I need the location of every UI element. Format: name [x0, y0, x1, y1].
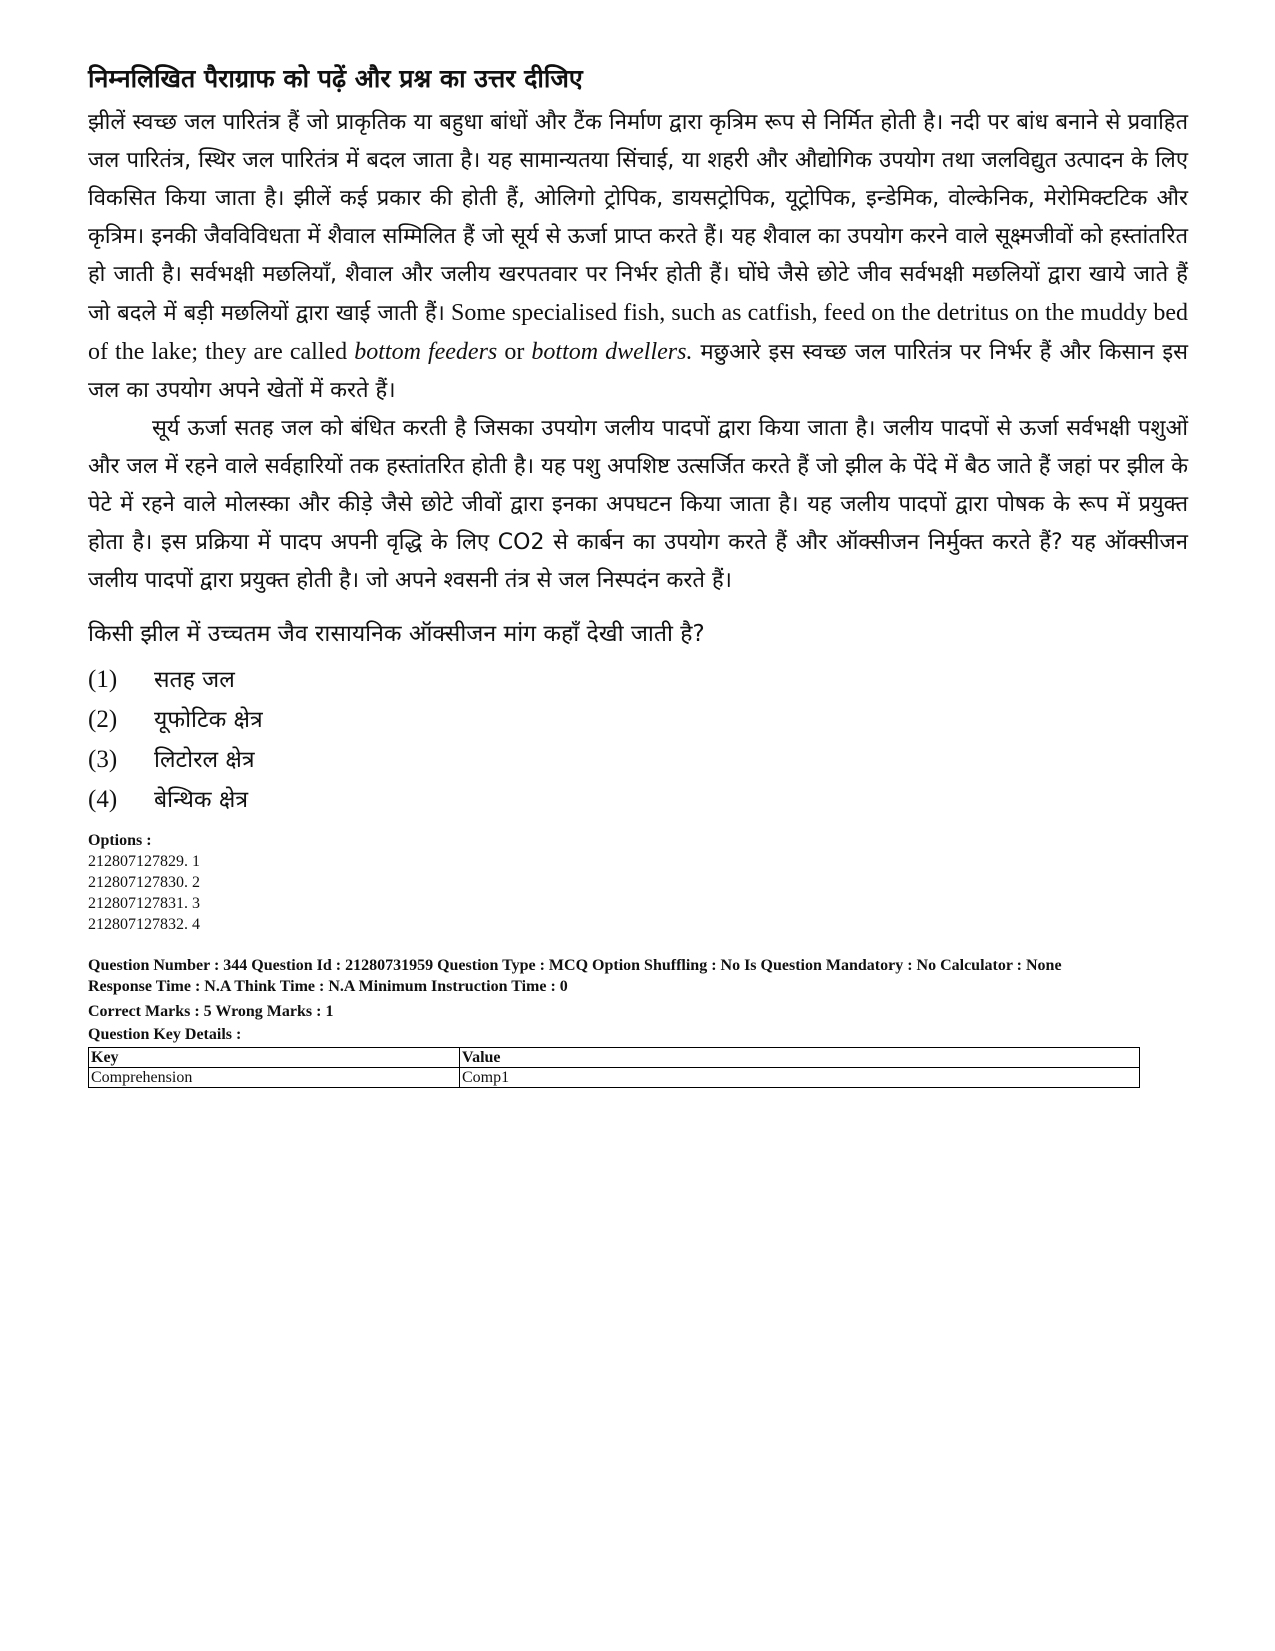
table-cell-key: Comprehension: [89, 1068, 460, 1088]
table-header-key: Key: [89, 1048, 460, 1068]
table-header-row: [89, 1048, 1140, 1068]
choice-item: [88, 740, 1188, 780]
choice-number: (4): [88, 786, 118, 813]
option-id-line: 212807127829. 1: [88, 853, 200, 870]
question-text: किसी झील में उच्चतम जैव रासायनिक ऑक्सीजन मांग कहाँ देखी जाती है?: [88, 621, 705, 647]
choice-item: [88, 780, 1188, 820]
document-page: [88, 62, 1188, 1088]
question-info: [88, 955, 1188, 997]
key-details-label: Question Key Details :: [88, 1026, 242, 1043]
choice-number: (3): [88, 746, 118, 773]
choice-text: लिटोरल क्षेत्र: [154, 747, 255, 773]
passage-paragraph-2: सूर्य ऊर्जा सतह जल को बंधित करती है जिसका उपयोग जलीय पादपों द्वारा किया जाता है। जलीय पादपों से ऊर्जा सर्वभक्षी पशुओं और जल में रहने वाले सर्वहारियों तक हस्तांतरित होती है। यह पशु अपशिष्ट उत्सर्जित करते हैं जो झील के पेंदे में बैठ जाते हैं जहां पर झील के पेटे में रहने वाले मोलस्का और कीड़े जैसे छोटे जीवों द्वारा इनका अपघटन किया जाता है। यह जलीय पादपों द्वारा पोषक के रूप में प्रयुक्त होता है। इस प्रक्रिया में पादप अपनी वृद्धि के लिए CO2 से कार्बन का उपयोग करते हैं और ऑक्सीजन निर्मुक्त करते हैं? यह ऑक्सीजन जलीय पादपों द्वारा प्रयुक्त होती है। जो अपने श्वसनी तंत्र से जल निस्पदंन करते हैं।: [88, 416, 1188, 593]
emphasis-bottom-feeders: bottom feeders: [354, 339, 498, 365]
passage-paragraph-1: [88, 104, 1188, 410]
paragraph-1-english: Some specialised fish, such as catfish, feed on the detritus on the muddy bed of the lake; they are called bottom feeders or bottom dwellers.: [88, 300, 1188, 365]
marks-info: Correct Marks : 5 Wrong Marks : 1: [88, 1003, 334, 1020]
question-info-line-1: Question Number : 344 Question Id : 21280731959 Question Type : MCQ Option Shuffling : No Is Question Mandatory : No Calculator : None: [88, 957, 1062, 974]
choice-text: सतह जल: [154, 667, 235, 693]
choice-text: यूफोटिक क्षेत्र: [154, 707, 263, 733]
question-info-line-2: Response Time : N.A Think Time : N.A Minimum Instruction Time : 0: [88, 978, 568, 995]
choice-item: [88, 700, 1188, 740]
option-id-line: 212807127831. 3: [88, 895, 200, 912]
table-row: [89, 1068, 1140, 1088]
table-header-value: Value: [460, 1048, 1140, 1068]
paragraph-1-hindi-b: मछुआरे इस स्वच्छ जल पारितंत्र पर निर्भर हैं और किसान इस जल का उपयोग अपने खेतों में करते हैं।: [88, 340, 1189, 403]
options-label: Options :: [88, 832, 152, 849]
choice-number: (2): [88, 706, 118, 733]
choice-item: [88, 660, 1188, 700]
option-id-line: 212807127830. 2: [88, 874, 200, 891]
paragraph-1-hindi-a: झीलें स्वच्छ जल पारितंत्र हैं जो प्राकृतिक या बहुधा बांधों और टैंक निर्माण द्वारा कृत्रिम रूप से निर्मित होती है। नदी पर बांध बनाने से प्रवाहित जल पारितंत्र, स्थिर जल पारितंत्र में बदल जाता है। यह सामान्यतया सिंचाई, या शहरी और औद्योगिक उपयोग तथा जलविद्युत उत्पादन के लिए विकसित किया जाता है। झीलें कई प्रकार की होती हैं, ओलिगो ट्रोपिक, डायसट्रोपिक, यूट्रोपिक, इन्डेमिक, वोल्केनिक, मेरोमिक्टटिक और कृत्रिम। इनकी जैवविविधता में शैवाल सम्मिलित हैं जो सूर्य से ऊर्जा प्राप्त करते हैं। यह शैवाल का उपयोग करने वाले सूक्ष्मजीवों को हस्तांतरित हो जाती है। सर्वभक्षी मछलियाँ, शैवाल और जलीय खरपतवार पर निर्भर होती हैं। घोंघे जैसे छोटे जीव सर्वभक्षी मछलियों द्वारा खाये जाते हैं जो बदले में बड़ी मछलियों द्वारा खाई जाती हैं।: [88, 110, 1188, 326]
option-id-line: 212807127832. 4: [88, 916, 200, 933]
choice-number: (1): [88, 666, 118, 693]
key-details-table: [88, 1047, 1140, 1088]
choice-list: [88, 660, 1188, 820]
table-cell-value: Comp1: [460, 1068, 1140, 1088]
emphasis-bottom-dwellers: bottom dwellers.: [531, 339, 693, 365]
choice-text: बेन्थिक क्षेत्र: [154, 787, 249, 813]
comprehension-heading: निम्नलिखित पैराग्राफ को पढ़ें और प्रश्न का उत्तर दीजिए: [88, 64, 583, 93]
